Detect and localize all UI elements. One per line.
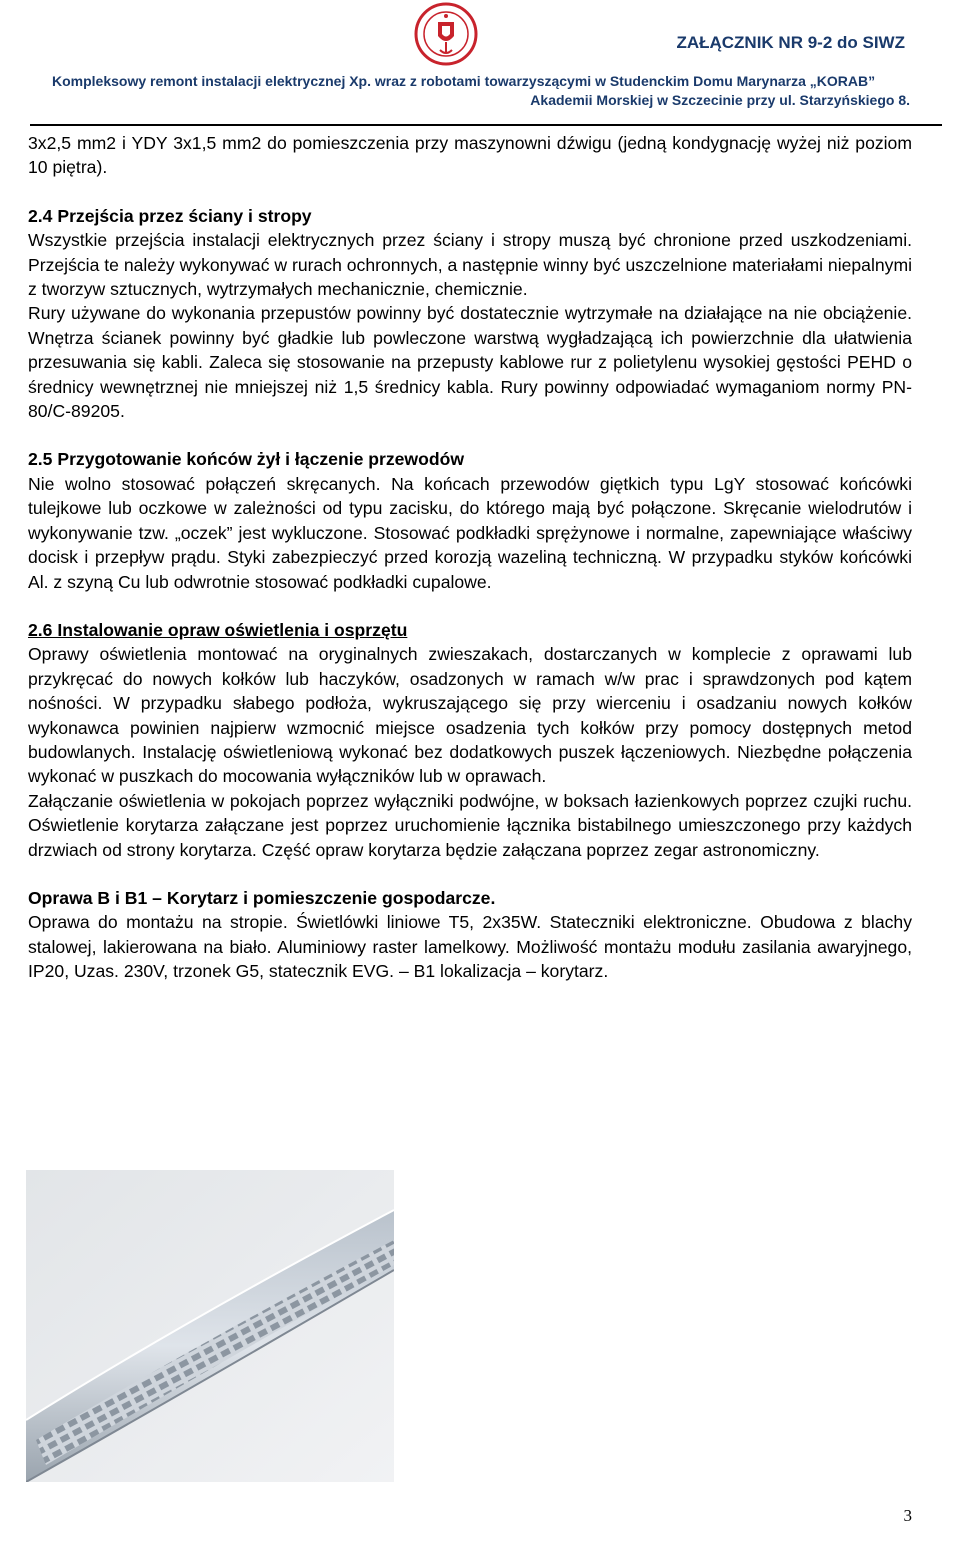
header-divider [30, 124, 942, 126]
intro-paragraph: 3x2,5 mm2 i YDY 3x1,5 mm2 do pomieszczenia przy maszynowni dźwigu (jedną kondygnację wyżej niż poziom 10 piętra). [28, 133, 912, 178]
oprawa-paragraph: Oprawa do montażu na stropie. Świetlówki liniowe T5, 2x35W. Stateczniki elektroniczne. Obudowa z blachy stalowej, lakierowana na biało. Aluminiowy raster lamelkowy. Możliwość montażu modułu zasilania awaryjnego, IP20, Uzas. 230V, trzonek G5, statecznik EVG. – B1 lokalizacja – korytarz. [28, 912, 912, 982]
project-title-line2: Akademii Morskiej w Szczecinie przy ul. Starzyńskiego 8. [530, 92, 910, 108]
section-2-5-paragraph-1: Nie wolno stosować połączeń skręcanych. Na końcach przewodów giętkich typu LgY stosować końcówki tulejkowe lub oczkowe w zależności od typu zacisku, do którego mają być połączone. Skręcanie wielodrutów i wykonywanie tzw. „oczek” jest wykluczone. Stosować podkładki sprężynowe i normalne, zapewniające właściwy docisk i przepływ prądu. Styki zabezpieczyć przed korozją wazeliną techniczną. W przypadku styków końcówki Al. z szyną Cu lub odwrotnie stosować podkładki cupalowe. [28, 473, 912, 592]
annex-label: ZAŁĄCZNIK NR 9-2 do SIWZ [676, 33, 905, 52]
document-body [28, 131, 912, 984]
section-2-6-paragraph-1: Oprawy oświetlenia montować na oryginalnych zwieszakach, dostarczanych w komplecie z oprawami lub przykręcać do nowych kołków lub haczyków, osadzonych w ramach w/w prac i sprawdzonych pod kątem nośności. W przypadku słabego podłoża, wykruszającego się przy wierceniu i osadzaniu nowych kołków wykonawca powinien najpierw wzmocnić miejsce osadzenia tych kołków przy pomocy dostępnych metod budowlanych. Instalację oświetleniową wykonać bez dodatkowych puszek łączeniowych. Niezbędne połączenia wykonać w puszkach do mocowania wyłączników lub w oprawach. [28, 644, 912, 787]
section-2-4-paragraph-2: Rury używane do wykonania przepustów powinny być dostatecznie wytrzymałe na działające na nie obciążenie. Wnętrza ścianek powinny być gładkie lub powleczone warstwą wygładzającą ich powierzchnie dla ułatwienia przesuwania się kabli. Zaleca się stosowanie na przepusty kablowe rur z polietylenu wysokiej gęstości PEHD o średnicy wewnętrznej nie mniejszej niż 1,5 średnicy kabla. Rury powinny odpowiadać wymaganiom normy PN-80/C-89205. [28, 303, 912, 422]
section-2-6-heading: 2.6 Instalowanie opraw oświetlenia i osprzętu [28, 619, 408, 640]
project-title-line1: Kompleksowy remont instalacji elektrycznej Xp. wraz z robotami towarzyszącymi w Studenckim Domu Marynarza „KORAB” [52, 73, 876, 89]
academy-crest-logo [414, 2, 478, 66]
light-fixture-photo [26, 1170, 394, 1482]
section-2-5-heading: 2.5 Przygotowanie końców żył i łączenie przewodów [28, 449, 465, 470]
section-2-6-paragraph-2: Załączanie oświetlenia w pokojach poprzez wyłączniki podwójne, w boksach łazienkowych poprzez czujki ruchu. Oświetlenie korytarza załączane jest poprzez uruchomienie łącznika bistabilnego umieszczonego przy każdych drzwiach od strony korytarza. Część opraw korytarza będzie załączana poprzez zegar astronomiczny. [28, 790, 912, 860]
page-number: 3 [903, 1506, 912, 1525]
section-2-4-heading: 2.4 Przejścia przez ściany i stropy [28, 205, 312, 226]
oprawa-heading: Oprawa B i B1 – Korytarz i pomieszczenie gospodarcze. [28, 887, 496, 908]
section-2-4-paragraph-1: Wszystkie przejścia instalacji elektrycznych przez ściany i stropy muszą być chronione przed uszkodzeniami. Przejścia te należy wykonywać w rurach ochronnych, a następnie winny być uszczelnione materiałami niepalnymi z tworzyw sztucznych, wytrzymałych mechanicznie, chemicznie. [28, 230, 913, 300]
